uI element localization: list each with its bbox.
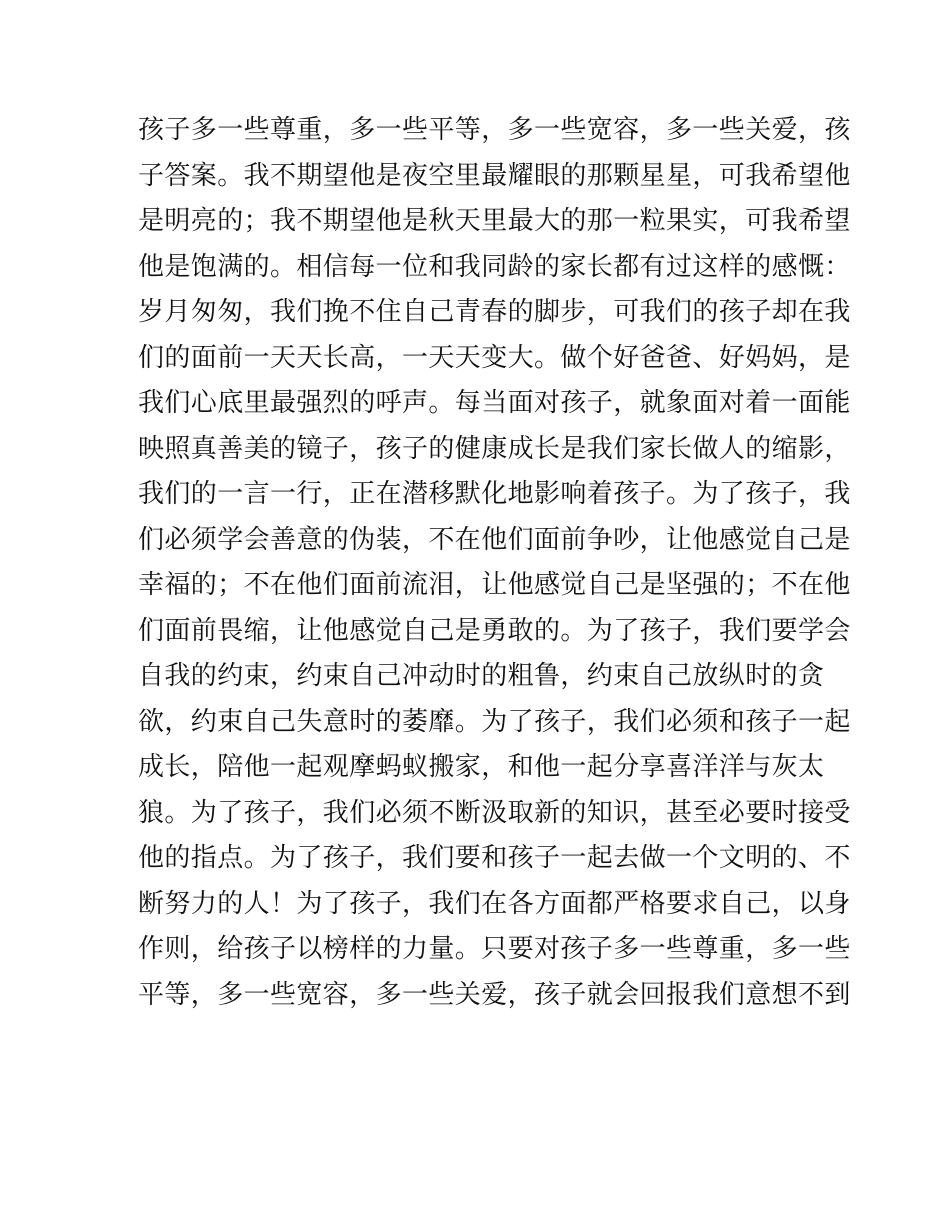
text-line-3: 是明亮的；我不期望他是秋天里最大的那一粒果实，可我希望 [138, 206, 851, 236]
text-line-20: 平等，多一些宽容，多一些关爱，孩子就会回报我们意想不到 [138, 979, 851, 1010]
text-line-6: 们的面前一天天长高，一天天变大。做个好爸爸、好妈妈，是 [138, 342, 851, 373]
body-text [138, 108, 851, 1018]
text-line-15: 成长，陪他一起观摩蚂蚁搬家，和他一起分享喜洋洋与灰太 [138, 752, 825, 782]
text-line-11: 幸福的；不在他们面前流泪，让他感觉自己是坚强的；不在他 [138, 570, 851, 600]
text-line-4: 他是饱满的。相信每一位和我同龄的家长都有过这样的感慨： [138, 251, 851, 282]
text-line-18: 断努力的人！为了孩子，我们在各方面都严格要求自己，以身 [138, 888, 851, 919]
text-line-10: 们必须学会善意的伪装，不在他们面前争吵，让他感觉自己是 [138, 524, 851, 555]
text-line-9: 我们的一言一行，正在潜移默化地影响着孩子。为了孩子，我 [138, 479, 851, 509]
text-line-13: 自我的约束，约束自己冲动时的粗鲁，约束自己放纵时的贪 [138, 661, 825, 691]
text-line-14: 欲，约束自己失意时的萎靡。为了孩子，我们必须和孩子一起 [138, 706, 851, 737]
text-line-7: 我们心底里最强烈的呼声。每当面对孩子，就象面对着一面能 [138, 388, 851, 418]
text-line-5: 岁月匆匆，我们挽不住自己青春的脚步，可我们的孩子却在我 [138, 297, 851, 327]
text-line-12: 们面前畏缩，让他感觉自己是勇敢的。为了孩子，我们要学会 [138, 615, 851, 646]
text-line-17: 他的指点。为了孩子，我们要和孩子一起去做一个文明的、不 [138, 843, 851, 873]
text-line-16: 狼。为了孩子，我们必须不断汲取新的知识，甚至必要时接受 [138, 797, 851, 828]
text-line-8: 映照真善美的镜子，孩子的健康成长是我们家长做人的缩影， [138, 433, 851, 464]
text-line-2: 子答案。我不期望他是夜空里最耀眼的那颗星星，可我希望他 [138, 160, 851, 191]
text-line-19: 作则，给孩子以榜样的力量。只要对孩子多一些尊重，多一些 [138, 934, 851, 964]
text-line-1: 孩子多一些尊重，多一些平等，多一些宽容，多一些关爱，孩 [138, 115, 851, 145]
